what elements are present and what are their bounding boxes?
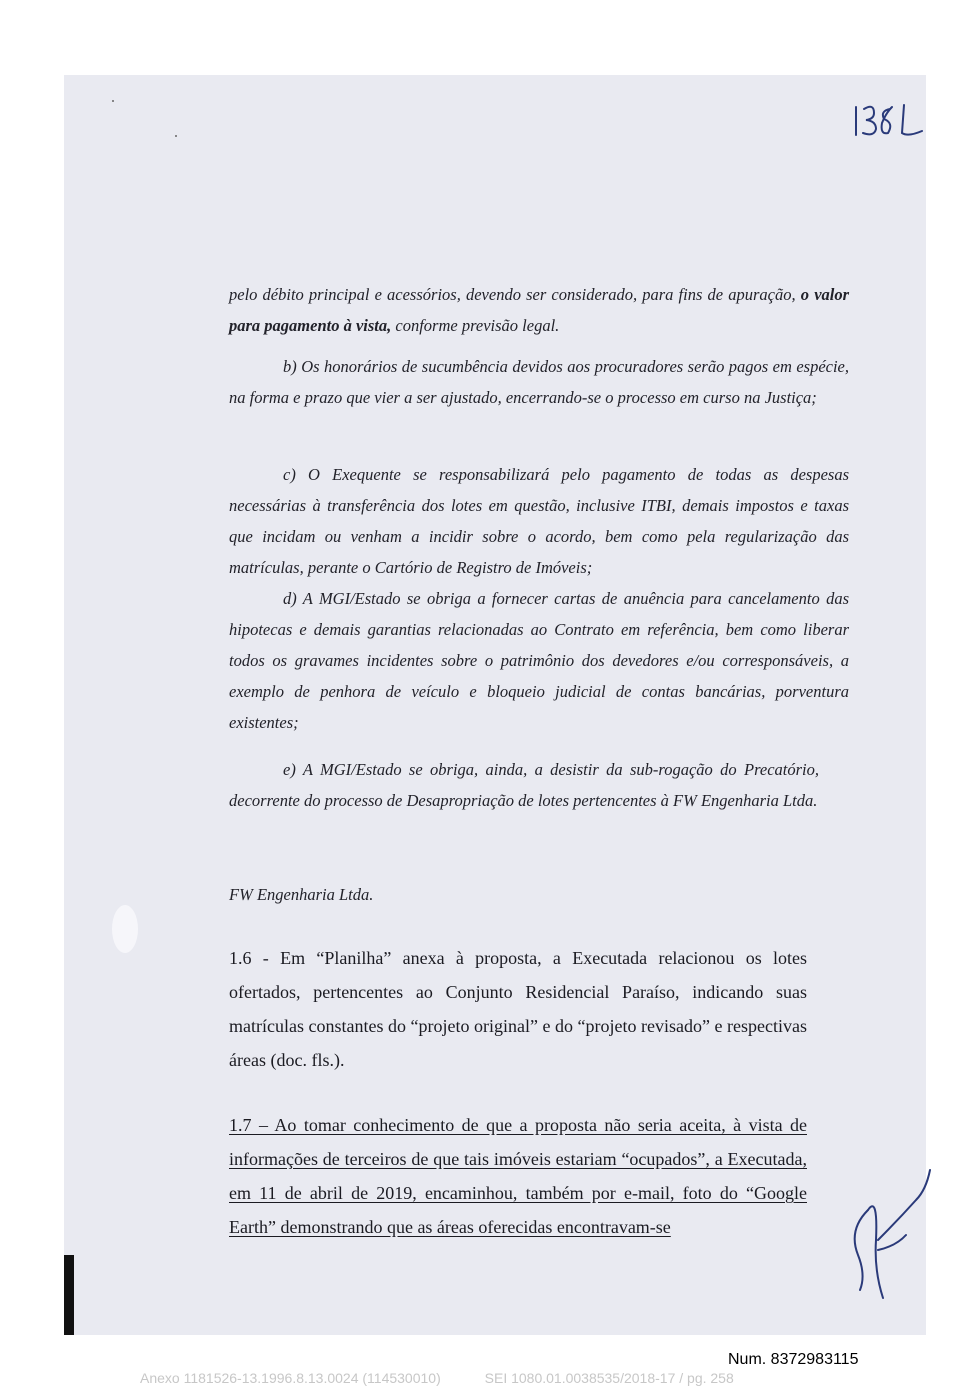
footer-reference	[140, 1370, 774, 1386]
paragraph-c	[229, 459, 849, 583]
scan-blot	[112, 905, 138, 953]
text: pelo débito principal e acessórios, devendo ser considerado, para fins de apuração,	[229, 285, 796, 304]
section-1-6: 1.6 - Em “Planilha” anexa à proposta, a Executada relacionou os lotes ofertados, pertencentes ao Conjunto Residencial Paraíso, indicando suas matrículas constantes do “projeto original” e do “projeto revisado” e respectivas áreas (doc. fls.).	[229, 948, 807, 1070]
sei-reference: SEI 1080.01.0038535/2018-17 / pg. 258	[484, 1370, 734, 1386]
text: b) Os honorários de sucumbência devidos aos procuradores serão pagos em espécie, na forma e prazo que vier a ser ajustado, encerrando-se o processo em curso na Justiça;	[229, 357, 849, 407]
paragraph-d	[229, 583, 849, 738]
scan-dark-edge	[64, 1255, 74, 1335]
handwritten-signature	[838, 1150, 933, 1305]
bold-text: valor para pagamento à vista,	[229, 285, 850, 335]
paragraph-b	[229, 351, 849, 413]
paragraph-e	[229, 754, 819, 816]
text: conforme previsão legal.	[395, 316, 560, 335]
paragraph-a-tail	[229, 279, 849, 341]
annex-reference: Anexo 1181526-13.1996.8.13.0024 (114530010)	[140, 1370, 441, 1386]
signoff: FW Engenharia Ltda.	[229, 885, 374, 904]
section-1-7: 1.7 – Ao tomar conhecimento de que a proposta não seria aceita, à vista de informações de terceiros de que tais imóveis estariam “ocupados”, a Executada, em 11 de abril de 2019, encaminhou, também por e-mail, foto do “Google Earth” demonstrando que as áreas oferecidas encontravam-se	[229, 1115, 807, 1237]
document-number: Num. 8372983115	[728, 1351, 859, 1368]
scan-speck	[112, 100, 114, 102]
text: d) A MGI/Estado se obriga a fornecer cartas de anuência para cancelamento das hipotecas e demais garantias relacionadas ao Contrato em referência, bem como liberar todos os gravames incidentes sobre o patrimônio dos devedores e/ou corresponsáveis, a exemplo de penhora de veículo e bloqueio judicial de contas bancárias, porventura existentes;	[229, 589, 849, 732]
text: c) O Exequente se responsabilizará pelo pagamento de todas as despesas necessárias à transferência dos lotes em questão, inclusive ITBI, demais impostos e taxas que incidam ou venham a incidir sobre o acordo, bem como pela regularização das matrículas, perante o Cartório de Registro de Imóveis;	[229, 465, 849, 577]
bold-text: o	[800, 285, 810, 304]
handwritten-page-number	[852, 95, 932, 155]
scan-speck	[175, 135, 177, 137]
text: e) A MGI/Estado se obriga, ainda, a desistir da sub-rogação do Precatório, decorrente do processo de Desapropriação de lotes pertencentes à FW Engenharia Ltda.	[229, 760, 819, 810]
